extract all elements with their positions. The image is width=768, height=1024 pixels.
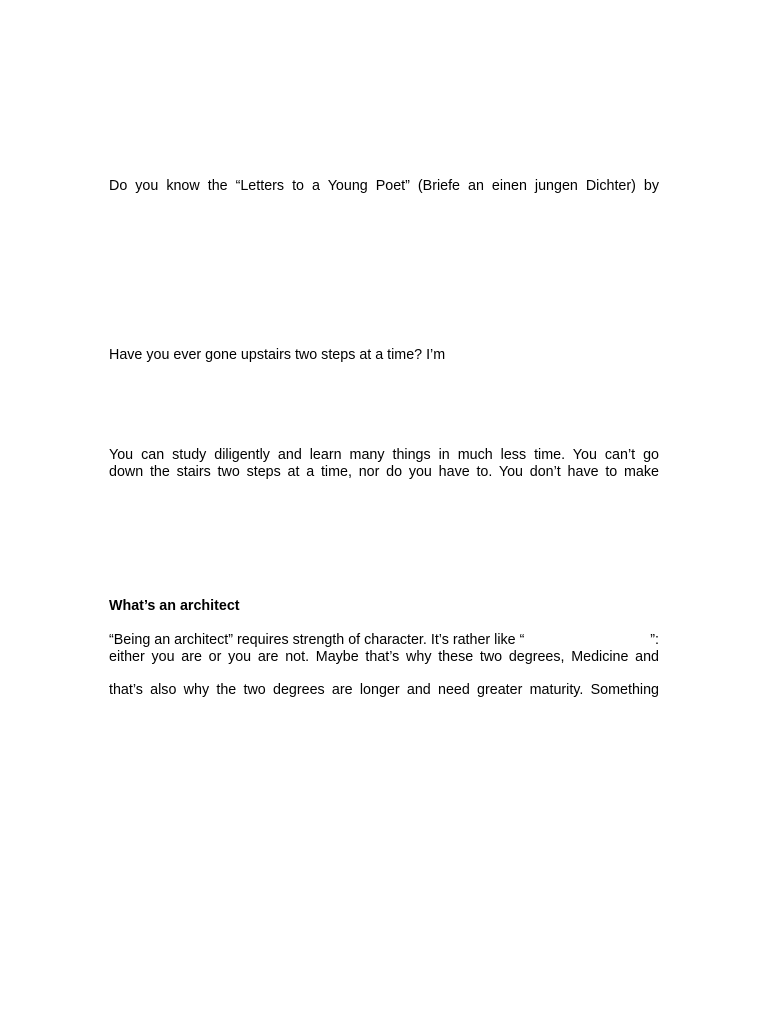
architect-line-1-end: ”: [650, 632, 659, 648]
paragraph-study-line-2: down the stairs two steps at a time, nor do you have to. You don’t have to make [109, 464, 659, 480]
architect-paragraph-line-2: either you are or you are not. Maybe that’s why these two degrees, Medicine and [109, 649, 659, 665]
section-heading: What’s an architect [109, 598, 240, 614]
paragraph-upstairs-line: Have you ever gone upstairs two steps at a time? I’m [109, 347, 446, 363]
blank-gap [538, 632, 636, 649]
paragraph-letters-line: Do you know the “Letters to a Young Poet” (Briefe an einen jungen Dichter) by [109, 178, 659, 194]
architect-line-1-start: “Being an architect” requires strength of character. It’s rather like “ [109, 632, 525, 648]
architect-paragraph-line-1 [109, 632, 659, 649]
paragraph-study-line-1: You can study diligently and learn many things in much less time. You can’t go [109, 447, 659, 463]
architect-paragraph-line-3: that’s also why the two degrees are longer and need greater maturity. Something [109, 682, 659, 698]
